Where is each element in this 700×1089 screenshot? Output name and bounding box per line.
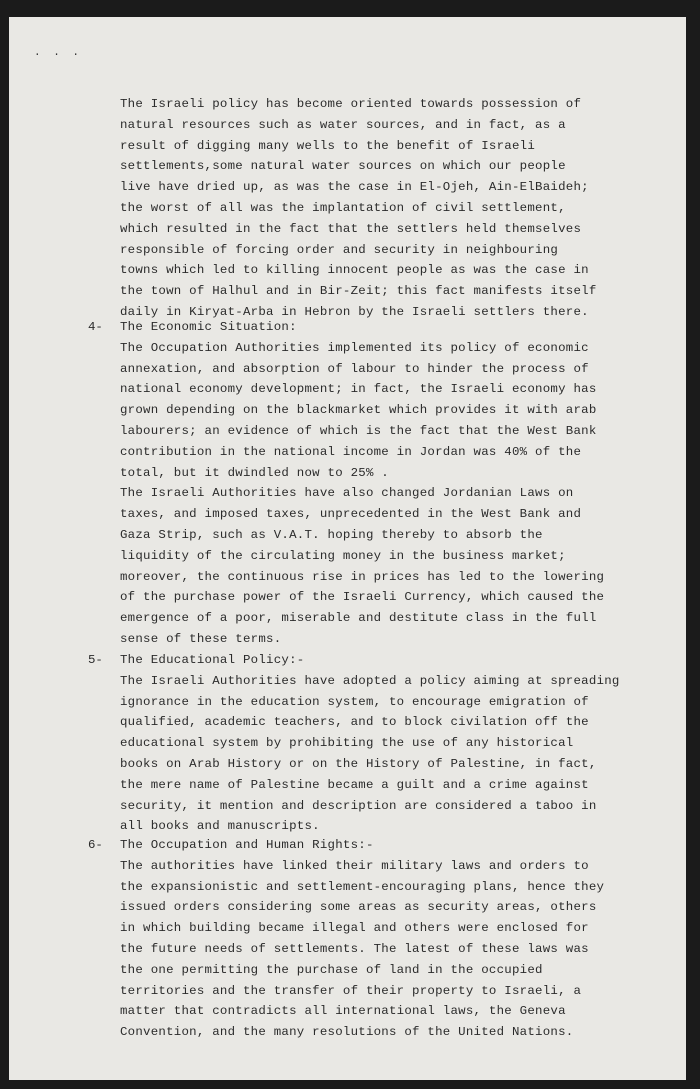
text-line: national economy development; in fact, the Israeli economy has bbox=[120, 382, 597, 397]
text-line: The Israeli policy has become oriented towards possession of bbox=[120, 97, 582, 111]
corner-marks: . . . bbox=[34, 47, 83, 59]
text-line: The Occupation Authorities implemented its policy of economic bbox=[120, 340, 589, 355]
text-line: ignorance in the education system, to encourage emigration of bbox=[120, 694, 589, 709]
text-line: The Israeli Authorities have also changed Jordanian Laws on bbox=[120, 486, 574, 501]
text-line: the one permitting the purchase of land in the occupied bbox=[120, 962, 543, 977]
text-line: of the purchase power of the Israeli Currency, which caused the bbox=[120, 590, 605, 605]
text-line: matter that contradicts all international laws, the Geneva bbox=[120, 1004, 566, 1019]
text-line: security, it mention and description are considered a taboo in bbox=[120, 798, 597, 813]
text-line: which resulted in the fact that the settlers held themselves bbox=[120, 221, 582, 236]
text-line: result of digging many wells to the benefit of Israeli bbox=[120, 138, 536, 153]
section-heading: The Educational Policy:- bbox=[120, 653, 305, 667]
section-heading: The Occupation and Human Rights:- bbox=[120, 838, 374, 852]
text-line: daily in Kiryat-Arba in Hebron by the Israeli settlers there. bbox=[120, 305, 589, 319]
text-line: settlements,some natural water sources on which our people bbox=[120, 159, 566, 174]
text-line: Convention, and the many resolutions of the United Nations. bbox=[120, 1025, 574, 1040]
text-line: educational system by prohibiting the use of any historical bbox=[120, 736, 574, 751]
text-line: in which building became illegal and others were enclosed for bbox=[120, 921, 589, 936]
text-line: issued orders considering some areas as security areas, others bbox=[120, 900, 597, 915]
text-line: The Israeli Authorities have adopted a policy aiming at spreading bbox=[120, 673, 620, 688]
text-line: live have dried up, as was the case in El-Ojeh, Ain-ElBaideh; bbox=[120, 180, 589, 195]
text-line: books on Arab History or on the History of Palestine, in fact, bbox=[120, 757, 597, 771]
text-line: the town of Halhul and in Bir-Zeit; this fact manifests itself bbox=[120, 284, 597, 299]
section-heading: The Economic Situation: bbox=[120, 320, 297, 334]
text-line: all books and manuscripts. bbox=[120, 819, 320, 834]
text-line: taxes, and imposed taxes, unprecedented in the West Bank and bbox=[120, 507, 582, 522]
text-line: responsible of forcing order and security in neighbouring bbox=[120, 242, 559, 257]
section-number: 6- bbox=[88, 838, 103, 852]
text-line: natural resources such as water sources, and in fact, as a bbox=[120, 117, 566, 132]
text-line: emergence of a poor, miserable and destitute class in the full bbox=[120, 611, 597, 626]
text-line: total, but it dwindled now to 25% . bbox=[120, 465, 389, 480]
text-line: liquidity of the circulating money in the business market; bbox=[120, 548, 566, 563]
section-number: 4- bbox=[88, 320, 103, 334]
section-number: 5- bbox=[88, 653, 103, 667]
text-line: annexation, and absorption of labour to hinder the process of bbox=[120, 361, 589, 376]
text-line: territories and the transfer of their property to Israeli, a bbox=[120, 983, 582, 998]
text-line: moreover, the continuous rise in prices has led to the lowering bbox=[120, 569, 605, 584]
text-line: contribution in the national income in Jordan was 40% of the bbox=[120, 444, 582, 459]
text-line: the worst of all was the implantation of civil settlement, bbox=[120, 201, 566, 215]
text-line: towns which led to killing innocent people as was the case in bbox=[120, 263, 589, 278]
text-line: grown depending on the blackmarket which provides it with arab bbox=[120, 403, 597, 418]
text-line: labourers; an evidence of which is the fact that the West Bank bbox=[120, 424, 597, 438]
text-line: the mere name of Palestine became a guilt and a crime against bbox=[120, 777, 589, 792]
text-line: the future needs of settlements. The latest of these laws was bbox=[120, 942, 589, 956]
text-line: the expansionistic and settlement-encouraging plans, hence they bbox=[120, 879, 605, 894]
text-line: The authorities have linked their military laws and orders to bbox=[120, 858, 589, 873]
text-line: qualified, academic teachers, and to block civilation off the bbox=[120, 715, 589, 730]
text-line: Gaza Strip, such as V.A.T. hoping thereby to absorb the bbox=[120, 528, 543, 542]
document-page bbox=[9, 17, 686, 1080]
text-line: sense of these terms. bbox=[120, 632, 282, 646]
